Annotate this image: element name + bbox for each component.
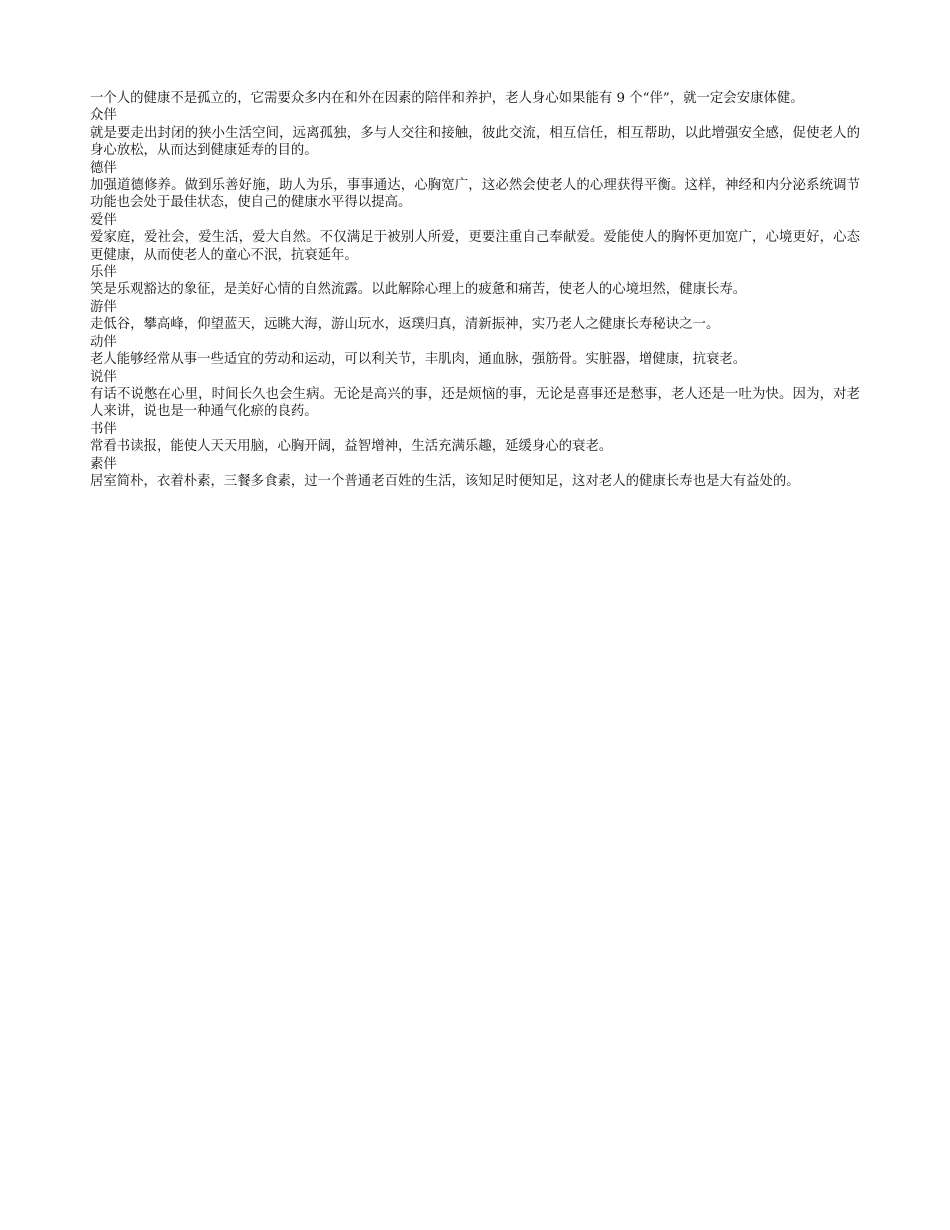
section-suban (90, 456, 860, 491)
section-youban (90, 299, 860, 334)
section-shuoban (90, 369, 860, 421)
section-heading: 爱伴 (90, 212, 117, 228)
section-body: 爱家庭，爱社会，爱生活，爱大自然。不仅满足于被别人所爱，更要注重自己奉献爱。爱能使人的胸怀更加宽广，心境更好，心态更健康，从而使老人的童心不泯，抗衰延年。 (90, 230, 860, 263)
section-zhongban (90, 107, 860, 159)
section-body: 就是要走出封闭的狭小生活空间，远离孤独，多与人交往和接触，彼此交流，相互信任，相互帮助，以此增强安全感，促使老人的身心放松，从而达到健康延寿的目的。 (90, 125, 860, 159)
section-leban (90, 264, 860, 299)
section-body: 居室简朴，衣着朴素，三餐多食素，过一个普通老百姓的生活，该知足时便知足，这对老人的健康长寿也是大有益处的。 (90, 473, 800, 489)
section-body: 有话不说憋在心里，时间长久也会生病。无论是高兴的事，还是烦恼的事，无论是喜事还是愁事，老人还是一吐为快。因为，对老人来讲，说也是一种通气化瘀的良药。 (90, 386, 860, 420)
section-heading: 说伴 (90, 369, 117, 385)
section-heading: 书伴 (90, 421, 117, 437)
section-body: 加强道德修养。做到乐善好施，助人为乐，事事通达，心胸宽广，这必然会使老人的心理获得平衡。这样，神经和内分泌系统调节功能也会处于最佳状态，使自己的健康水平得以提高。 (90, 178, 860, 211)
section-heading: 游伴 (90, 299, 117, 315)
section-deban (90, 160, 860, 212)
section-heading: 德伴 (90, 160, 117, 176)
intro-paragraph: 一个人的健康不是孤立的，它需要众多内在和外在因素的陪伴和养护，老人身心如果能有 9 个“伴”，就一定会安康体健。 (90, 91, 804, 106)
section-heading: 乐伴 (90, 265, 117, 281)
section-body: 常看书读报，能使人天天用脑，心胸开阔，益智增神，生活充满乐趣，延缓身心的衰老。 (90, 439, 613, 455)
section-heading: 动伴 (90, 334, 117, 350)
section-body: 笑是乐观豁达的象征，是美好心情的自然流露。以此解除心理上的疲惫和痛苦，使老人的心境坦然，健康长寿。 (90, 282, 747, 298)
section-body: 老人能够经常从事一些适宜的劳动和运动，可以利关节，丰肌肉，通血脉，强筋骨。实脏器，增健康，抗衰老。 (90, 352, 747, 368)
section-aiban (90, 212, 860, 264)
document-page (90, 90, 860, 490)
section-body: 走低谷，攀高峰，仰望蓝天，远眺大海，游山玩水，返璞归真，清新振神，实乃老人之健康长寿秘诀之一。 (90, 317, 720, 333)
section-heading: 素伴 (90, 456, 117, 472)
section-heading: 众伴 (90, 108, 117, 124)
section-shuban (90, 421, 860, 456)
section-dongban (90, 334, 860, 369)
